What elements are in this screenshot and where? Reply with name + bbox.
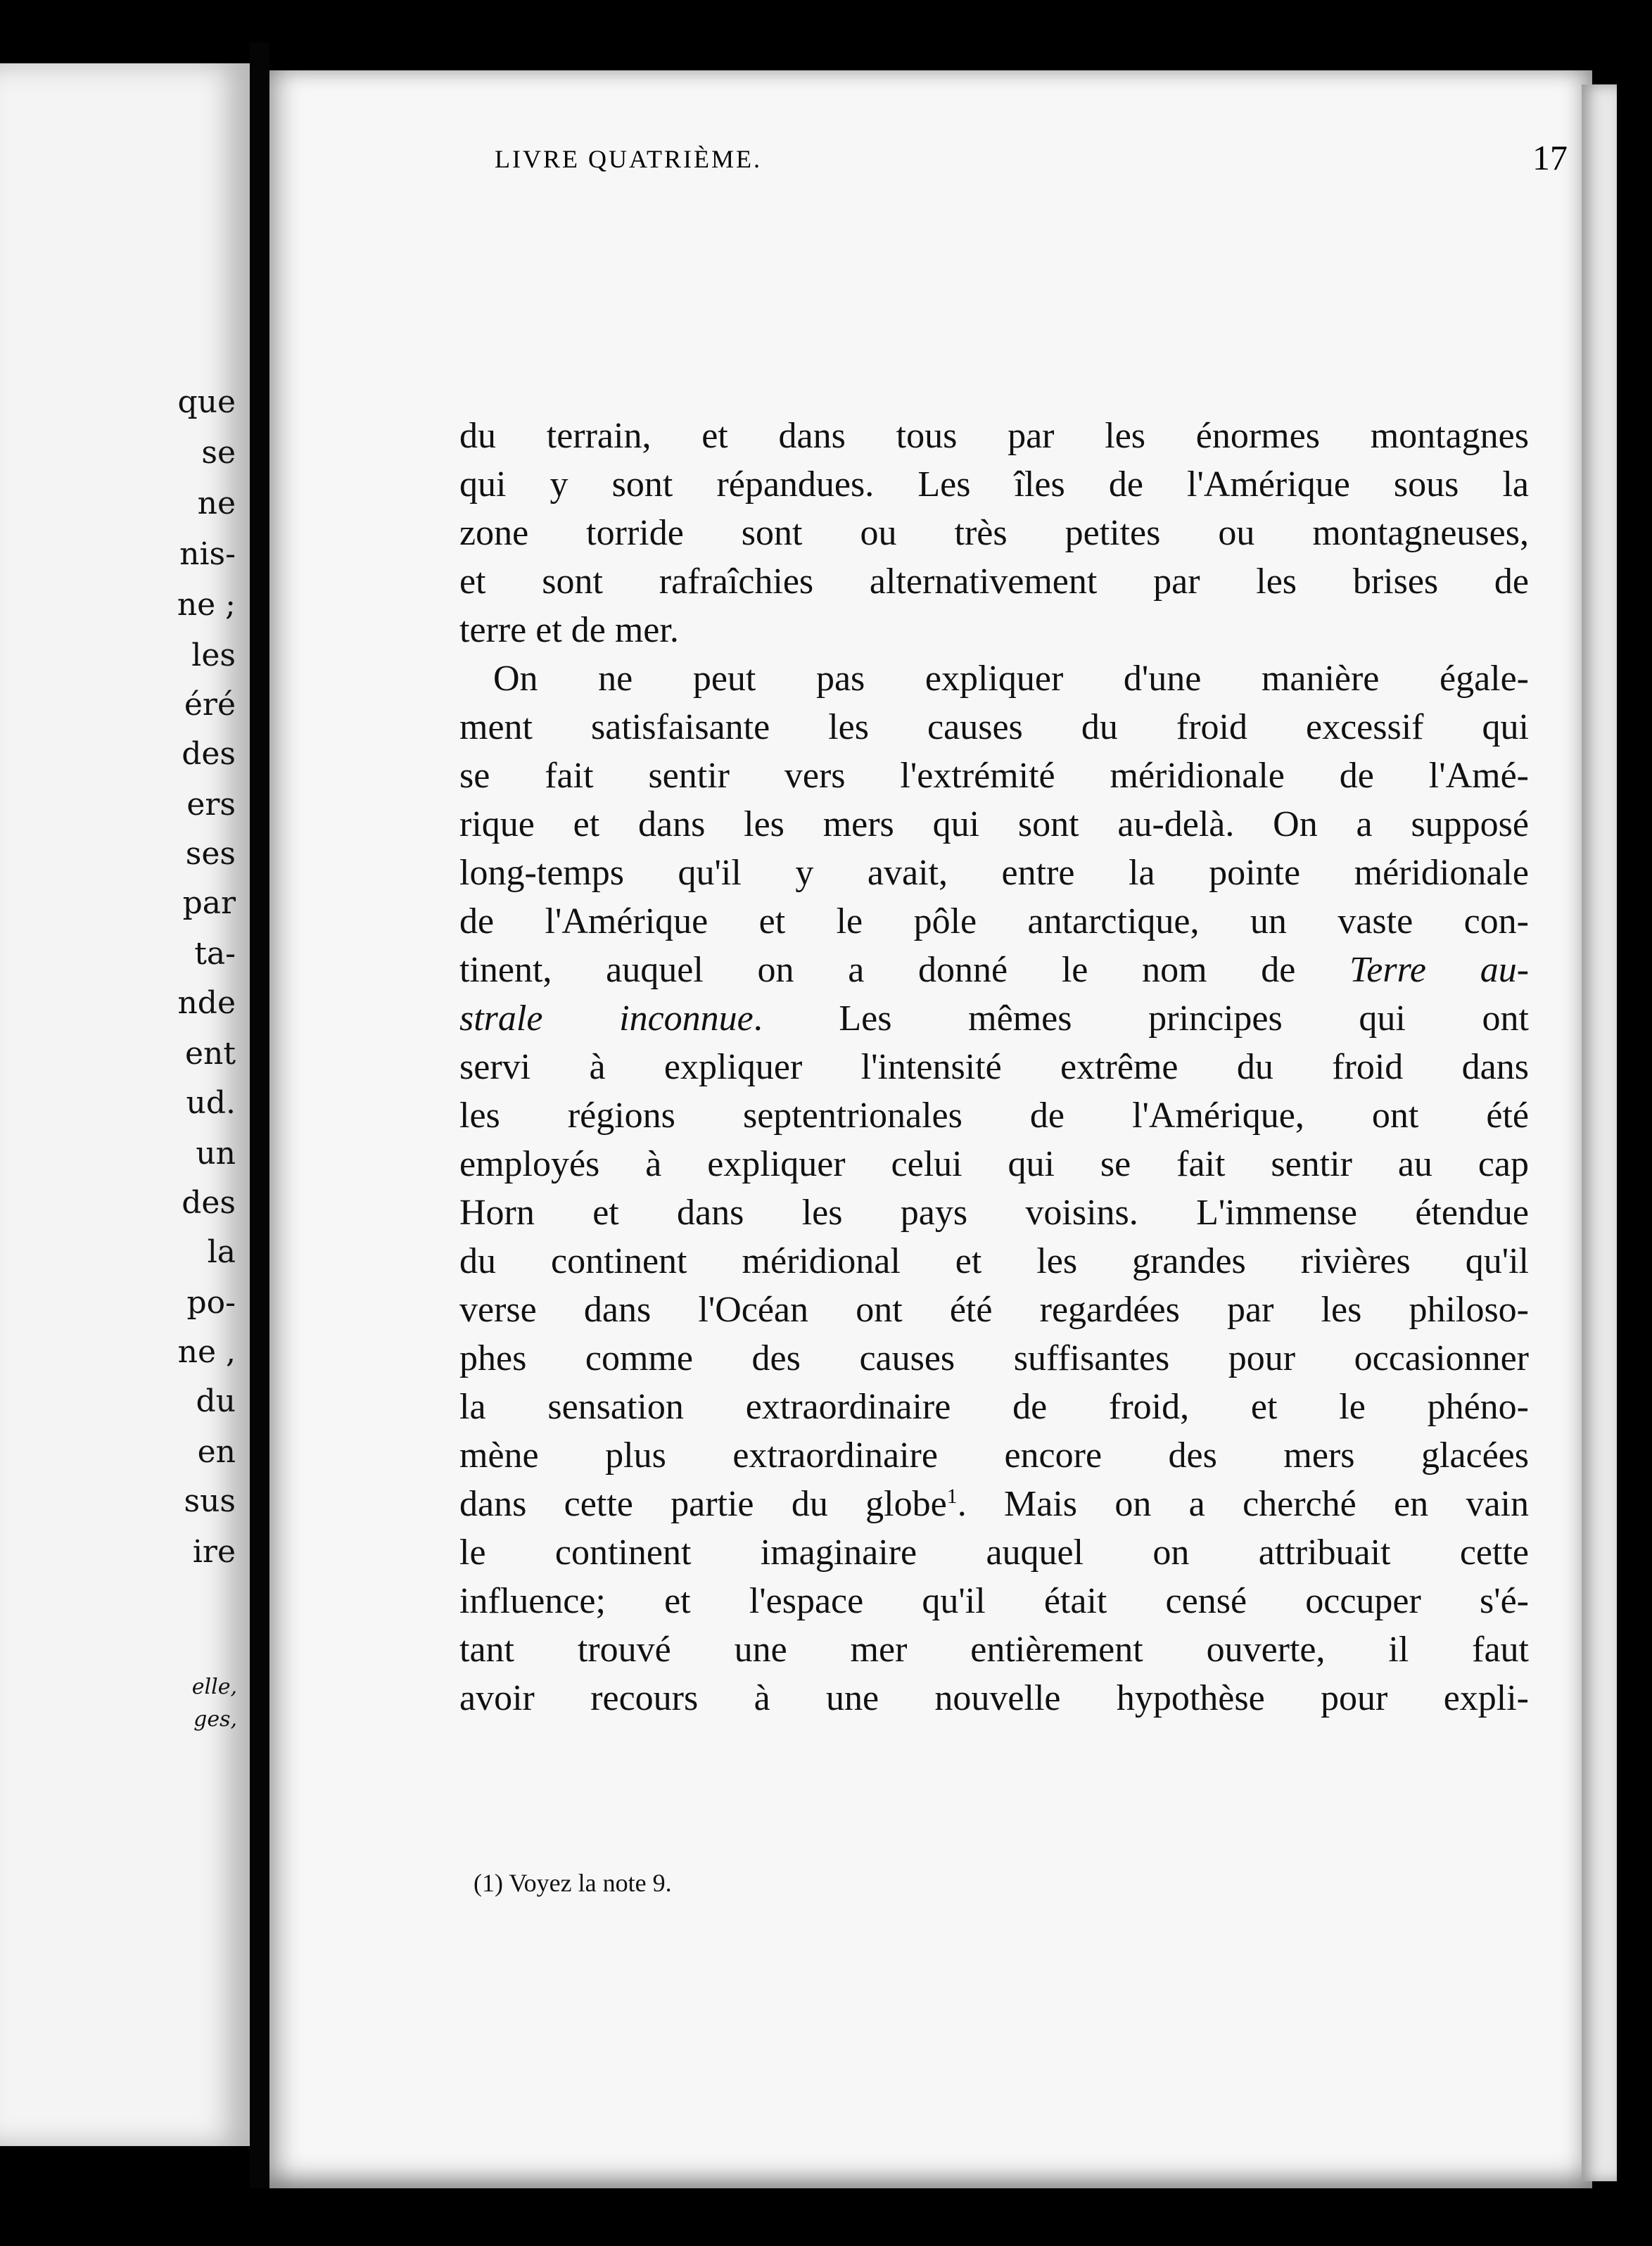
page-edge-shadow <box>1582 84 1617 2181</box>
page-number: 17 <box>1532 138 1568 177</box>
text-line: se fait sentir vers l'extrémité méridionale de l'Amé- <box>459 756 1529 796</box>
line-fragment: du <box>196 1383 236 1419</box>
text-segment: tinent, auquel on a donné le nom de <box>459 950 1296 990</box>
line-fragment: nde <box>177 985 236 1021</box>
line-fragment: ne , <box>177 1334 236 1370</box>
text-line: du continent méridional et les grandes rivières qu'il <box>459 1241 1529 1281</box>
body-text <box>459 412 1529 1722</box>
line-fragment: ne ; <box>177 587 236 623</box>
line-fragment: ne <box>197 486 236 521</box>
text-line: du terrain, et dans tous par les énormes montagnes <box>459 416 1529 456</box>
text-line: ment satisfaisante les causes du froid excessif qui <box>459 707 1529 747</box>
text-line: qui y sont répandues. Les îles de l'Amérique sous la <box>459 464 1529 505</box>
line-fragment: un <box>196 1136 236 1172</box>
line-fragment: ses <box>185 836 236 872</box>
text-line: terre et de mer. <box>459 610 679 650</box>
text-segment: . Les mêmes principes qui ont <box>753 998 1529 1039</box>
footnote-fragment: ges, <box>193 1707 237 1732</box>
text-line: phes comme des causes suffisantes pour occasionner <box>459 1338 1529 1378</box>
line-fragment: ire <box>192 1534 236 1570</box>
line-fragment: en <box>197 1434 236 1470</box>
line-fragment: la <box>207 1234 236 1270</box>
line-fragment: éré <box>184 687 236 723</box>
text-line: On ne peut pas expliquer d'une manière égale- <box>493 659 1529 699</box>
footnote: (1) Voyez la note 9. <box>474 1869 672 1897</box>
text-line: servi à expliquer l'intensité extrême du froid dans <box>459 1047 1529 1087</box>
line-fragment: les <box>191 637 236 673</box>
text-line: influence; et l'espace qu'il était censé occuper s'é- <box>459 1581 1529 1621</box>
italic-term: Terre au- <box>1349 950 1530 990</box>
line-fragment: des <box>182 736 236 772</box>
text-line: et sont rafraîchies alternativement par les brises de <box>459 562 1529 602</box>
text-line: long-temps qu'il y avait, entre la pointe méridionale <box>459 853 1529 893</box>
book-gutter <box>250 42 269 2188</box>
text-line: les régions septentrionales de l'Amérique, ont été <box>459 1096 1529 1136</box>
text-line: le continent imaginaire auquel on attribuait cette <box>459 1533 1529 1573</box>
line-fragment: que <box>177 384 236 420</box>
line-fragment: ud. <box>186 1085 236 1121</box>
footnote-fragment: elle, <box>191 1675 237 1699</box>
text-line: tant trouvé une mer entièrement ouverte, il faut <box>459 1630 1529 1670</box>
line-fragment: po- <box>186 1285 236 1321</box>
text-line: de l'Amérique et le pôle antarctique, un vaste con- <box>459 901 1529 941</box>
current-page <box>269 70 1592 2188</box>
text-line: employés à expliquer celui qui se fait sentir au cap <box>459 1144 1529 1184</box>
previous-page <box>0 63 250 2146</box>
text-line <box>459 946 1529 994</box>
line-fragment: sus <box>184 1483 236 1519</box>
text-line: la sensation extraordinaire de froid, et le phéno- <box>459 1387 1529 1427</box>
footnote-marker: 1 <box>946 1485 958 1508</box>
previous-page-text-fragments <box>0 63 250 2146</box>
text-line: Horn et dans les pays voisins. L'immense étendue <box>459 1193 1529 1233</box>
text-segment: dans cette partie du globe <box>459 1484 947 1524</box>
italic-term: strale inconnue <box>459 998 754 1039</box>
text-line: verse dans l'Océan ont été regardées par les philoso- <box>459 1290 1529 1330</box>
line-fragment: par <box>182 885 236 921</box>
line-fragment: ers <box>186 787 236 823</box>
line-fragment: nis- <box>179 536 236 572</box>
text-line: avoir recours à une nouvelle hypothèse pour expli- <box>459 1678 1529 1718</box>
line-fragment: des <box>182 1185 236 1221</box>
line-fragment: ent <box>184 1036 236 1072</box>
text-segment: . Mais on a cherché en vain <box>957 1484 1529 1524</box>
text-line: rique et dans les mers qui sont au-delà. On a supposé <box>459 804 1529 844</box>
running-head-title: LIVRE QUATRIÈME. <box>495 145 762 173</box>
line-fragment: ta- <box>194 936 236 972</box>
text-line: zone torride sont ou très petites ou montagneuses, <box>459 513 1529 553</box>
text-line <box>459 1480 1529 1528</box>
text-line: mène plus extraordinaire encore des mers glacées <box>459 1435 1529 1476</box>
line-fragment: se <box>201 435 236 471</box>
text-line <box>459 994 1529 1043</box>
